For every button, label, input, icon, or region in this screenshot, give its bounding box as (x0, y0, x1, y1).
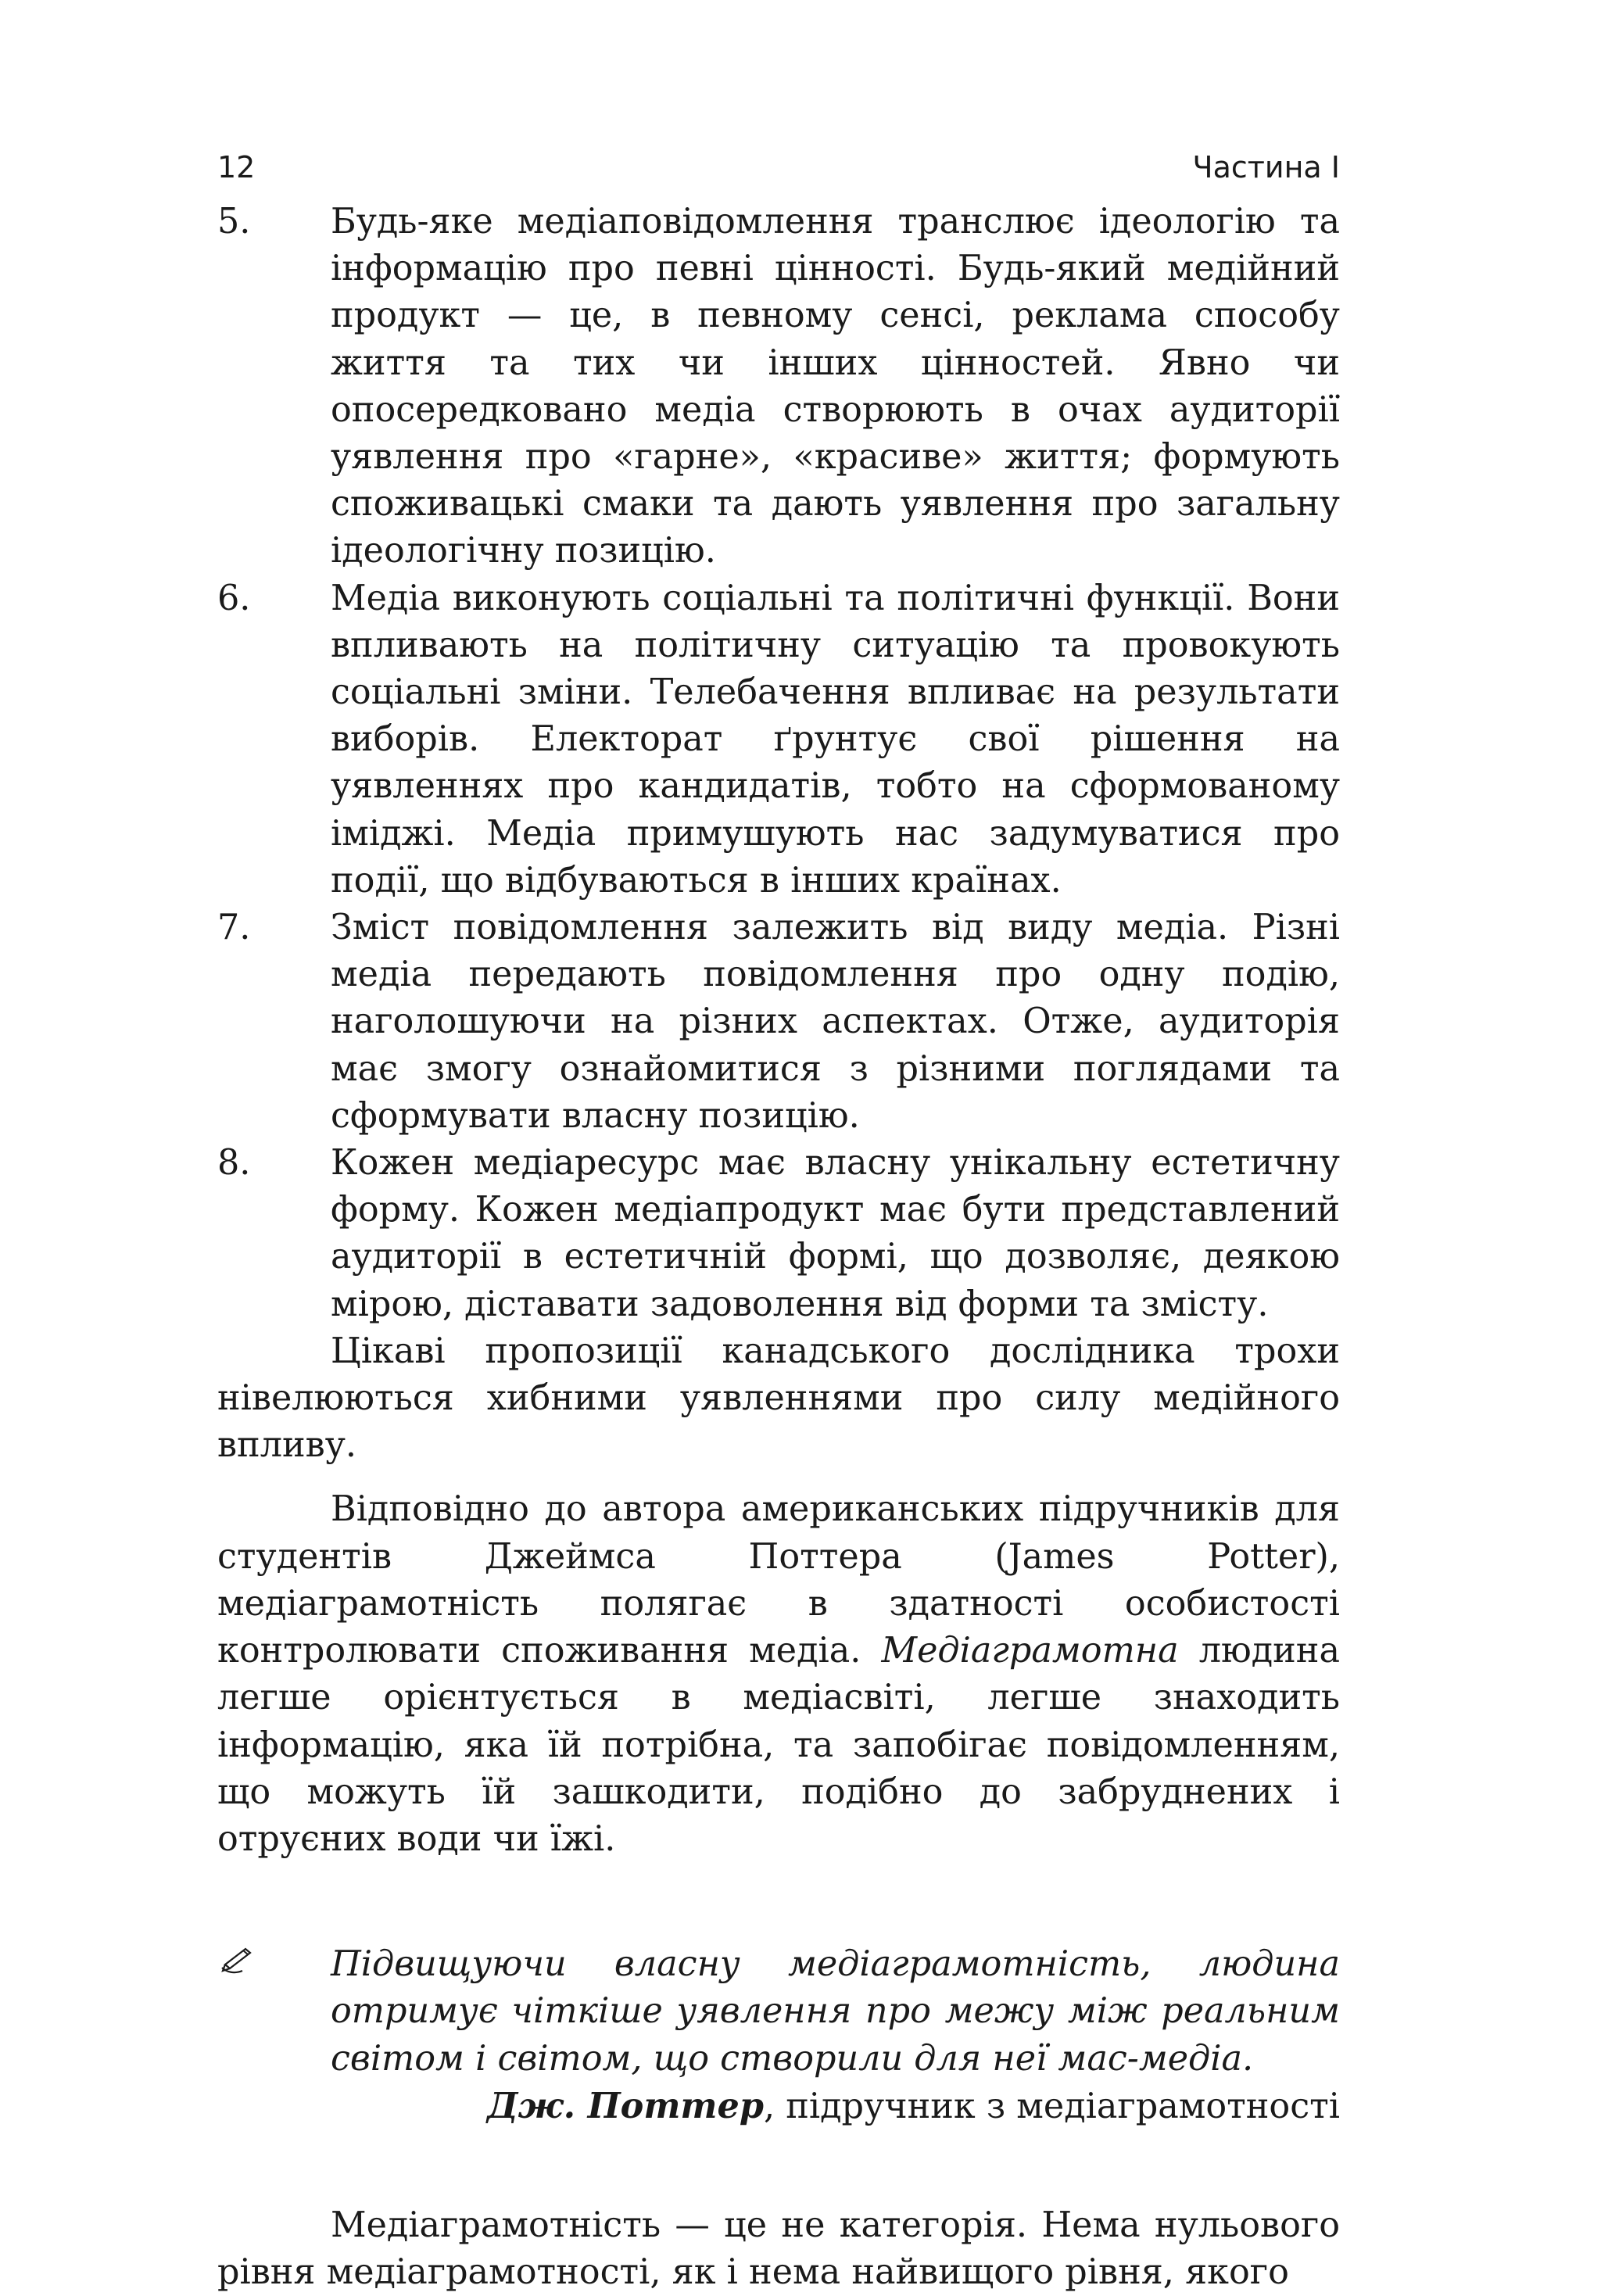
quote-text: Підвищуючи власну медіаграмотність, людина отримує чіткіше уявлення про межу між реальним світом і світом, що створили для неї мас-медіа. (331, 1944, 1340, 2079)
quote-source: , підручник з медіаграмотності (763, 2086, 1340, 2126)
page-header (217, 149, 1340, 195)
paragraph-potter-emphasis: Медіаграмотна (881, 1631, 1179, 1671)
list-item-text: Кожен медіаресурс має власну унікальну естетичну форму. Кожен медіапродукт має бути представлений аудиторії в естетичній формі, що дозволяє, деякою мірою, діставати задоволення від форми та змісту. (331, 1143, 1340, 1324)
list-item-text: Зміст повідомлення залежить від виду медіа. Різні медіа передають повідомлення про одну подію, наголошуючи на різних аспектах. Отже, аудиторія має змогу ознайомитися з різними поглядами та сформувати власну позицію. (331, 908, 1340, 1136)
numbered-list (217, 199, 1340, 1328)
quote-author: Дж. Поттер (486, 2085, 764, 2126)
list-item-number: 7. (217, 908, 251, 948)
list-item-number: 5. (217, 202, 251, 242)
list-item (217, 199, 1340, 575)
pen-writing-icon (219, 1941, 255, 1977)
list-item-text: Медіа виконують соціальні та політичні функції. Вони впливають на політичну ситуацію та провокують соціальні зміни. Телебачення впливає на результати виборів. Електорат ґрунтує свої рішення на уявленнях про кандидатів, тобто на сформованому іміджі. Медіа примушують нас задумуватися про події, що відбуваються в інших країнах. (331, 578, 1340, 901)
paragraph-canadian-researcher: Цікаві пропозиції канадського дослідника трохи нівелюються хибними уявленнями про силу медійного впливу. (217, 1331, 1340, 1466)
page-number: 12 (217, 150, 256, 184)
paragraph-media-literacy-levels: Медіаграмотність — це не категорія. Нема нульового рівня медіаграмотності, як і нема найвищого рівня, якого (217, 2205, 1340, 2293)
list-item (217, 904, 1340, 1140)
list-item (217, 1140, 1340, 1328)
book-page (217, 149, 1340, 2296)
list-item-text: Будь-яке медіаповідомлення транслює ідеологію та інформацію про певні цінності. Будь-який медійний продукт — це, в певному сенсі, реклама способу життя та тих чи інших цінностей. Явно чи опосередковано медіа створюють в очах аудиторії уявлення про «гарне», «красиве» життя; формують споживацькі смаки та дають уявлення про загальну ідеологічну позицію. (331, 202, 1340, 571)
quote-attribution (331, 2083, 1340, 2130)
paragraph-potter-text: Відповідно до автора американських підручників для студентів Джеймса Поттера (James Potter), медіаграмотність полягає в здатності особистості контролювати споживання медіа. (217, 1489, 1340, 1671)
section-title: Частина I (1192, 150, 1340, 184)
epigraph-quote (217, 1941, 1340, 2130)
page-body (217, 199, 1340, 2296)
list-item-number: 8. (217, 1143, 251, 1184)
paragraph-potter-text-end: людина легше орієнтується в медіасвіті, легше знаходить інформацію, яка їй потрібна, та запобігає повідомленням, що можуть їй зашкодити, подібно до забруднених і отруєних води чи їжі. (217, 1631, 1340, 1859)
list-item (217, 575, 1340, 904)
list-item-number: 6. (217, 578, 251, 618)
paragraph-potter (217, 1486, 1340, 1863)
